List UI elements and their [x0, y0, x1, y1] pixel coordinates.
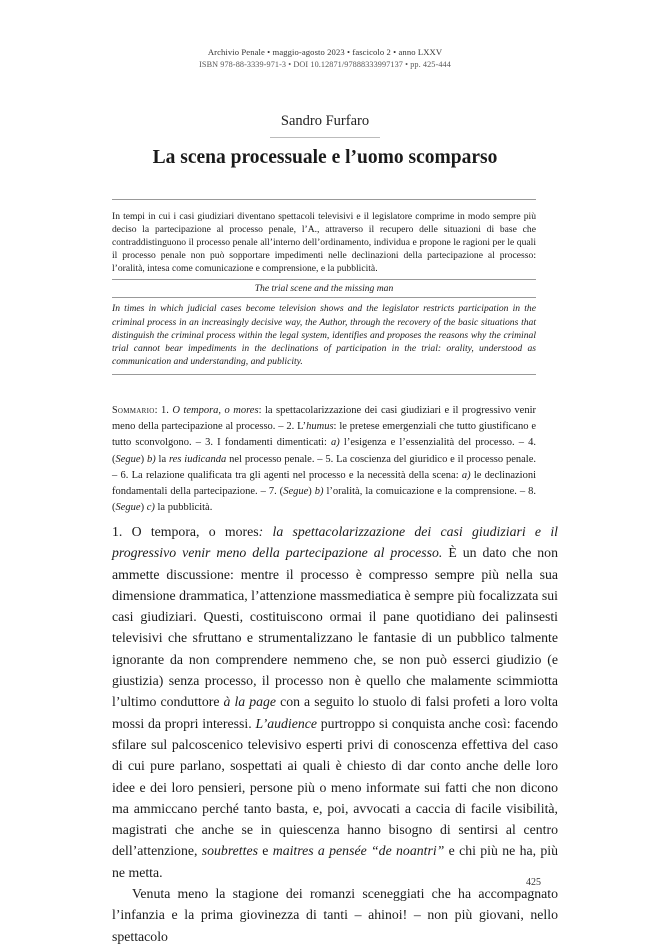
summary-text: res iudicanda — [168, 453, 227, 465]
body-text-italic: soubrettes — [201, 843, 258, 859]
summary-text: Segue — [283, 486, 309, 498]
body-text: e — [257, 843, 273, 859]
article-author: Sandro Furfaro — [280, 113, 370, 129]
summary-text: la pubblicità. — [154, 502, 213, 514]
running-header-isbn-doi: ISBN 978-88-3339-971-3 • DOI 10.12871/97888333997137 • pp. 425-444 — [199, 60, 451, 69]
summary-text: O tempora, o mores — [172, 405, 259, 416]
author-divider — [270, 137, 380, 138]
body-text-italic: L’audience — [255, 715, 318, 731]
summary-text: le declinazioni fondamentali della partecipazione. – 7. ( — [112, 469, 536, 498]
summary-text: : 1. — [154, 405, 173, 416]
summary-text: la — [155, 453, 169, 465]
body-paragraph-1 — [112, 521, 558, 883]
section-heading-italic: : la spettacolarizzazione dei casi giudiziari e il progressivo venir meno della partecipazione al processo. — [112, 524, 558, 561]
abstract-english-title: The trial scene and the missing man — [112, 279, 536, 295]
body-paragraph-2: Venuta meno la stagione dei romanzi sceneggiati che ha accompagnato l’infanzia e la prima giovinezza di tanti – ahinoi! – non più giovani, nello spettacolo — [112, 886, 558, 944]
summary-text: : le pretese emergenziali che tutto giustificano e tutto sconvolgono. – 3. I fondamenti dimenticati: — [112, 421, 536, 449]
summary-text: Segue — [115, 453, 141, 465]
summary-text: ) — [140, 453, 147, 465]
table-of-contents-summary — [112, 403, 536, 516]
article-body — [112, 521, 558, 947]
summary-text: a) — [461, 469, 471, 481]
body-text: con a seguito lo stuolo di falsi profeti a loro volta mossi da propri interessi. — [112, 694, 559, 731]
section-heading: 1. O tempora, o mores — [112, 524, 259, 539]
summary-text: humus — [306, 421, 334, 433]
summary-text: b) — [146, 453, 156, 465]
summary-text: l’oralità, la comuicazione e la comprensione. – 8. ( — [112, 486, 536, 514]
abstract-english: In times in which judicial cases become television shows and the legislator restricts participation in the criminal process in an increasingly decisive way, the Author, through the recovery of the basic situations that distinguish the criminal process within the legal system, identifies and proposes the reasons why the criminal trial cannot bear impediments in the declinations of participation in the trial: orality, understood as communication and understanding, and publicity. — [112, 297, 536, 373]
summary-text: l’esigenza e l’essenzialità del processo. – 4. ( — [112, 437, 537, 465]
page-number: 425 — [526, 877, 541, 888]
abstract-italian: In tempi in cui i casi giudiziari diventano spettacoli televisivi e il legislatore comprime in modo sempre più deciso la partecipazione al processo penale, l’A., attraverso il recupero delle situazioni di base che contraddistinguono il processo penale all’interno dell’ordinamento, individua e propone le ragioni per le quali il processo penale non può sopportare impedimenti nelle declinazioni della partecipazione al processo: l’oralità, intesa come comunicazione e comprensione, e la pubblicità. — [112, 211, 536, 275]
abstract-box — [112, 199, 536, 375]
body-text-italic: à la page — [223, 694, 277, 710]
summary-text: nel processo penale. – 5. La coscienza del giuridico e il processo penale. – 6. La relazione qualificata tra gli agenti nel processo e la necessità della scena: — [112, 453, 536, 481]
summary-text: : la spettacolarizzazione dei casi giudiziari e il progressivo venir meno della partecipazione al processo. – 2. L’ — [112, 405, 537, 433]
running-header-journal: Archivio Penale • maggio-agosto 2023 • fascicolo 2 • anno LXXV — [207, 47, 443, 57]
body-text: purtroppo si conquista anche così: facendo sfilare sul palcoscenico televisivo esperti privi di conoscenza effettiva del caso di cui pure parlano, sospettati ai quali è chiesto di dar conto anche delle loro idee e dei loro pensieri, persone più o meno informate sui fatti che non dicono ma ammiccano perché tanto basta, e, poi, avvocati a caccia di facile visibilità, magistrati che anche se in quiescenza hanno bisogno di sentirsi al centro dell’attenzione, — [112, 715, 559, 859]
summary-text: ) — [308, 486, 315, 498]
body-text-italic: maitres a pensée “de noantri” — [272, 843, 445, 859]
summary-text: c) — [146, 502, 155, 514]
article-title: La scena processuale e l’uomo scomparso — [152, 147, 498, 168]
body-text: È un dato che non ammette discussione: mentre il processo è compresso sempre più nella sua dimensione drammatica, l’attenzione massmediatica è sempre più focalizzata sui casi giudiziari. Questi, costituiscono ormai il pane quotidiano dei palinsesti televisivi che sfruttano e strumentalizzano le fantasie di un pubblico talmente ignorante da non comprendere nemmeno che, se non può esserci giudizio (e giustizia) senza processo, il processo non è quello che malamente scimmiotta l’ultimo conduttore — [112, 545, 558, 710]
summary-text: b) — [314, 486, 324, 498]
summary-text: ) — [140, 502, 147, 514]
summary-text: a) — [331, 437, 340, 449]
body-text: e chi più ne ha, più ne metta. — [112, 843, 559, 880]
summary-label: Sommario — [112, 405, 155, 416]
summary-text: Segue — [115, 502, 141, 514]
